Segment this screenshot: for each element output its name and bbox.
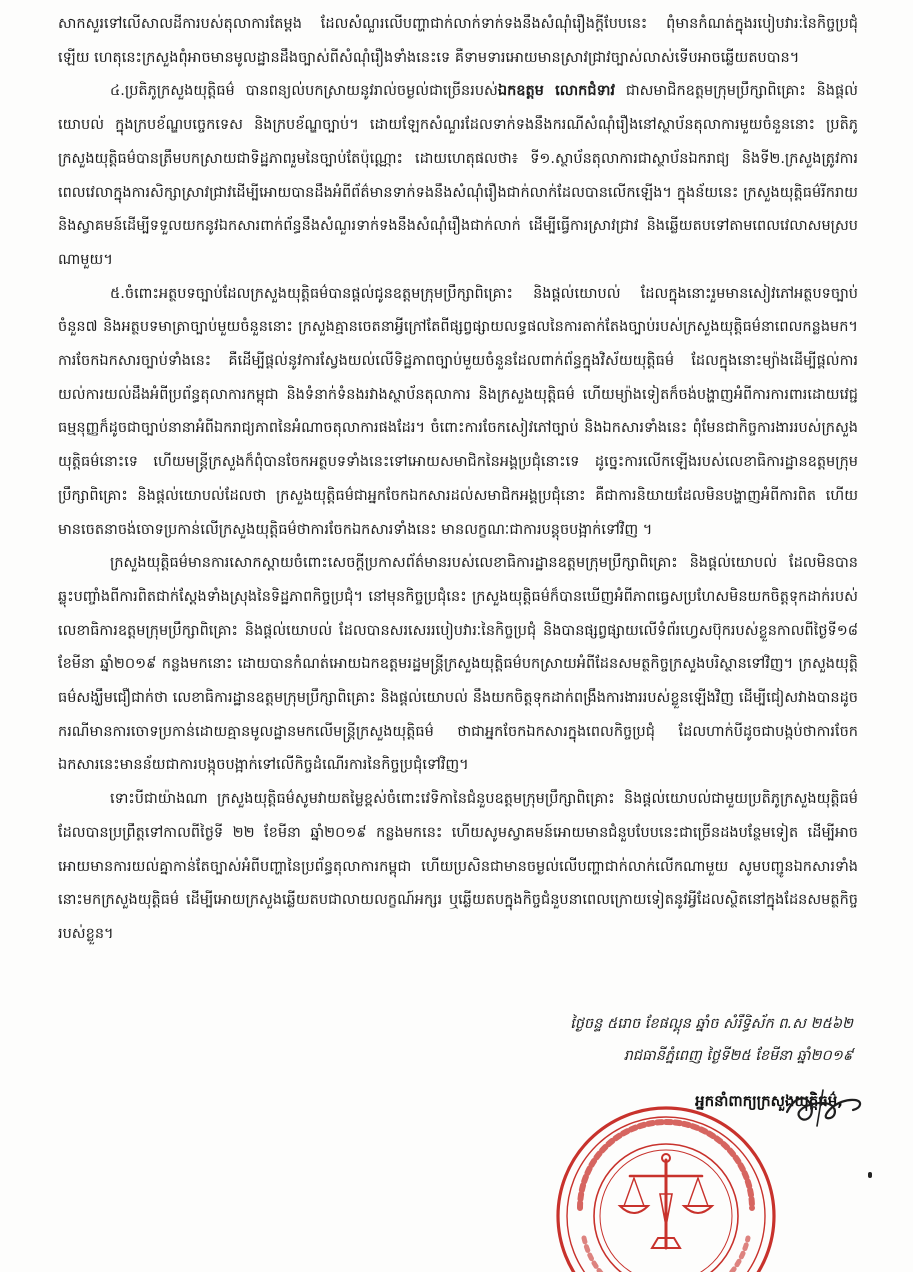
date-solar-place: រាជធានីភ្នំពេញ ថ្ងៃទី២៥ ខែមីនា ឆ្នាំ២០១៩ xyxy=(623,1048,853,1064)
seal-stamp-graphic xyxy=(548,1098,784,1272)
paragraph-4-rest: ជាសមាជិកឧត្តមក្រុមប្រឹក្សាពិគ្រោះ និងផ្តល់យោបល់ ក្នុងក្របខ័ណ្ឌបច្ចេកទេស និងក្របខ័ណ្ឌច្បាប់។ ដោយឡែកសំណួរដែលទាក់ទងនឹងករណីសំណុំរឿងនៅស្ថាប័នតុលាការមួយចំនួននោះ ប្រតិភូក្រសួងយុត្តិធម៌បានត្រឹមបកស្រាយជាទិដ្ឋភាពរួមនៃច្បាប់តែប៉ុណ្ណោះ ដោយហេតុផលថា៖ ទី១.ស្ថាប័នតុលាការជាស្ថាប័នឯករាជ្យ និងទី២.ក្រសួងត្រូវការពេលវេលាក្នុងការសិក្សាស្រាវជ្រាវដើម្បីអោយបានដឹងអំពីព័ត៌មានទាក់ទងនឹងសំណុំរឿងជាក់លាក់ដែលបានលើកឡើង។ ក្នុងន័យនេះ ក្រសួងយុត្តិធម៌រីករាយ និងស្វាគមន៍ដើម្បីទទួលយកនូវឯកសារពាក់ព័ន្ធនឹងសំណួរទាក់ទងនឹងសំណុំរឿងជាក់លាក់ ដើម្បីធ្វើការស្រាវជ្រាវ និងឆ្លើយតបទៅតាមពេលវេលាសមស្របណាមួយ។ xyxy=(58,83,858,268)
date-lunar: ថ្ងៃចន្ទ ៥រោច ខែផល្គុន ឆ្នាំច សំរឹទ្ធិស័ក ព.ស ២៥៦២ xyxy=(570,1016,853,1032)
paragraph-regret: ក្រសួងយុត្តិធម៌មានការសោកស្តាយចំពោះសេចក្តីប្រកាសព័ត៌មានរបស់លេខាធិការដ្ឋានឧត្តមក្រុមប្រឹក្សាពិគ្រោះ និងផ្តល់យោបល់ ដែលមិនបានឆ្លុះបញ្ចាំងពីការពិតជាក់ស្តែងទាំងស្រុងនៃទិដ្ឋភាពកិច្ចប្រជុំ។ នៅមុនកិច្ចប្រជុំនេះ ក្រសួងយុត្តិធម៌ក៏បានឃើញអំពីភាពធ្វេសប្រហែសមិនយកចិត្តទុកដាក់របស់លេខាធិការឧត្តមក្រុមប្រឹក្សាពិគ្រោះ និងផ្តល់យោបល់ ដែលបានសរសេររបៀបវារៈនៃកិច្ចប្រជុំ និងបានផ្សព្វផ្សាយលើទំព័រហ្វេសប៊ុករបស់ខ្លួនកាលពីថ្ងៃទី១៨ ខែមីនា ឆ្នាំ២០១៩ កន្លងមកនោះ ដោយបានកំណត់អោយឯកឧត្តមរដ្ឋមន្ត្រីក្រសួងយុត្តិធម៌បកស្រាយអំពីដែនសមត្ថកិច្ចក្រសួងបរិស្ថានទៅវិញ។ ក្រសួងយុត្តិធម៌សង្ឃឹមជឿជាក់ថា លេខាធិការដ្ឋានឧត្តមក្រុមប្រឹក្សាពិគ្រោះ និងផ្តល់យោបល់ នឹងយកចិត្តទុកដាក់ពង្រឹងការងាររបស់ខ្លួនឡើងវិញ ដើម្បីជៀសវាងបានដូចករណីមានការចោទប្រកាន់ដោយគ្មានមូលដ្ឋានមកលើមន្ត្រីក្រសួងយុត្តិធម៌ ថាជាអ្នកចែកឯកសារក្នុងពេលកិច្ចប្រជុំ ដែលហាក់បីដូចជាបង្កប់ថាការចែកឯកសារនេះមានន័យជាការបង្កុចបង្អាក់ទៅលើកិច្ចដំណើរការនៃកិច្ចប្រជុំទៅវិញ។ xyxy=(58,555,858,774)
scan-speck xyxy=(868,1172,872,1178)
paragraph-5-legal-texts: ៥.ចំពោះអត្ថបទច្បាប់ដែលក្រសួងយុត្តិធម៌បានផ្តល់ជូនឧត្តមក្រុមប្រឹក្សាពិគ្រោះ និងផ្តល់យោបល់ ដែលក្នុងនោះរួមមានសៀវភៅអត្ថបទច្បាប់ចំនួន៧ និងអត្ថបទមាត្រាច្បាប់មួយចំនួននោះ ក្រសួងគ្មានចេតនាអ្វីក្រៅតែពីផ្សព្វផ្សាយលទ្ធផលនៃការតាក់តែងច្បាប់របស់ក្រសួងយុត្តិធម៌នាពេលកន្លងមក។ ការចែកឯកសារច្បាប់ទាំងនេះ គឺដើម្បីផ្តល់នូវការស្វែងយល់លើទិដ្ឋភាពច្បាប់មួយចំនួនដែលពាក់ព័ន្ធក្នុងវិស័យយុត្តិធម៌ ដែលក្នុងនោះម្យ៉ាងដើម្បីផ្តល់ការយល់ការយល់ដឹងអំពីប្រព័ន្ធតុលាការកម្ពុជា និងទំនាក់ទំនងរវាងស្ថាប័នតុលាការ និងក្រសួងយុត្តិធម៌ ហើយម្យ៉ាងទៀតក៏ចង់បង្ហាញអំពីការការពារដោយវេជ្ជធម្មនុញ្ញក៏ដូចជាច្បាប់នានាអំពីឯករាជ្យភាពនៃអំណាចតុលាការផងដែរ។ ចំពោះការចែកសៀវភៅច្បាប់ និងឯកសារទាំងនេះ ពុំមែនជាកិច្ចការងាររបស់ក្រសួងយុត្តិធម៌នោះទេ ហើយមន្ត្រីក្រសួងក៏ពុំបានចែកអត្ថបទទាំងនេះទៅអោយសមាជិកនៃអង្គប្រជុំនោះទេ ដូច្នេះការលើកឡើងរបស់លេខាធិការដ្ឋានឧត្តមក្រុមប្រឹក្សាពិគ្រោះ និងផ្តល់យោបល់ដែលថា ក្រសួងយុត្តិធម៌ជាអ្នកចែកឯកសារដល់សមាជិកអង្គប្រជុំនោះ គឺជាការនិយាយដែលមិនបង្ហាញអំពីការពិត ហើយមានចេតនាចង់ចោទប្រកាន់លើក្រសួងយុត្តិធម៌ថាការចែកឯកសារទាំងនេះ មានលក្ខណៈជាការបន្តុចបង្អាក់ទៅវិញ ។ xyxy=(58,285,858,538)
paragraph-4-lead: ៤.ប្រតិភូក្រសួងយុត្តិធម៌ បានពន្យល់បកស្រាយនូវរាល់ចម្ងល់ជាច្រើនរបស់ xyxy=(110,83,498,100)
paragraph-4-explanation xyxy=(58,75,858,277)
paragraph-closing: ទោះបីជាយ៉ាងណា ក្រសួងយុត្តិធម៌សូមវាយតម្លៃខ្ពស់ចំពោះវេទិកានៃជំនួបឧត្តមក្រុមប្រឹក្សាពិគ្រោះ និងផ្តល់យោបល់ជាមួយប្រតិភូក្រសួងយុត្តិធម៌ ដែលបានប្រព្រឹត្តទៅកាលពីថ្ងៃទី ២២ ខែមីនា ឆ្នាំ២០១៩ កន្លងមកនេះ ហើយសូមស្វាគមន៍អោយមានជំនួបបែបនេះជាច្រើនដងបន្ថែមទៀត ដើម្បីអាចអោយមានការយល់គ្នាកាន់តែច្បាស់អំពីបញ្ហានៃប្រព័ន្ធតុលាការកម្ពុជា ហើយប្រសិនជាមានចម្ងល់លើបញ្ហាជាក់លាក់លើកណាមួយ សូមបញ្ជូនឯកសារទាំងនោះមកក្រសួងយុត្តិធម៌ ដើម្បីអោយក្រសួងឆ្លើយតបជាលាយលក្ខណ៍អក្សរ ឬឆ្លើយតបក្នុងកិច្ចជំនួបនាពេលក្រោយទៀតនូវអ្វីដែលស្ថិតនៅក្នុងដែនសមត្ថកិច្ចរបស់ខ្លួន។ xyxy=(58,791,858,942)
letter-body xyxy=(58,8,858,952)
signatory-title: អ្នកនាំពាក្យក្រសួងយុត្តិធម៌, xyxy=(695,1092,843,1110)
honorific-name: ឯកឧត្តម លោកជំទាវ xyxy=(497,83,615,100)
scales-of-justice-icon xyxy=(620,1154,712,1248)
paragraph-continuation: សាកសួរទៅលើសាលដីការបស់តុលាការតែម្តង ដែលសំណួរលើបញ្ហាជាក់លាក់ទាក់ទងនឹងសំណុំរឿងក្តីបែបនេះ ពុំមានកំណត់ក្នុងរបៀបវារៈនៃកិច្ចប្រជុំឡើយ ហេតុនេះក្រសួងពុំអាចមានមូលដ្ឋានដឹងច្បាស់ពីសំណុំរឿងទាំងនេះទេ គឺទាមទារអោយមានស្រាវជ្រាវច្បាស់លាស់ទើបអាចឆ្លើយតបបាន។ xyxy=(58,16,858,66)
date-block xyxy=(393,1008,853,1072)
ministry-seal xyxy=(548,1098,784,1272)
handwritten-signature xyxy=(777,1078,869,1132)
